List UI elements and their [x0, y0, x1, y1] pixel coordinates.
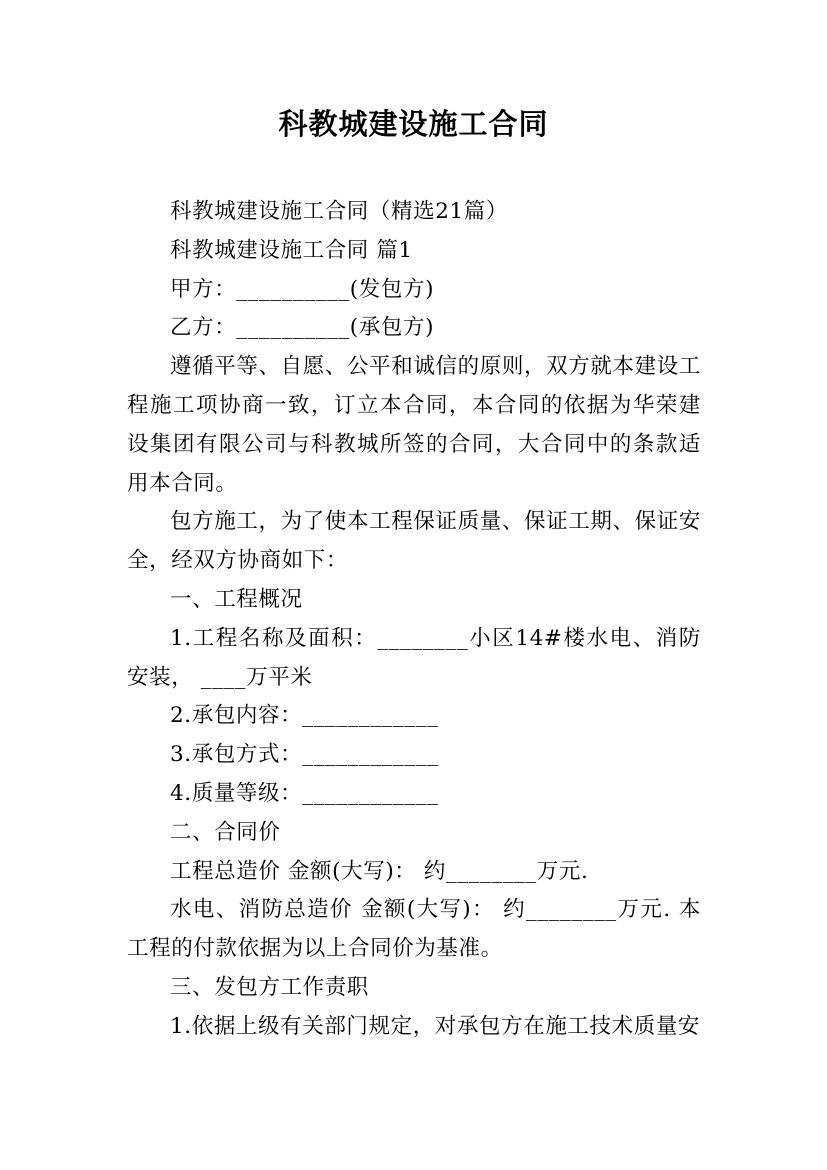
paragraph-purpose: 包方施工，为了使本工程保证质量、保证工期、保证安全，经双方协商如下： — [127, 509, 701, 574]
paragraph-section-heading: 科教城建设施工合同 篇1 — [170, 237, 413, 263]
document-title: 科教城建设施工合同 — [278, 107, 549, 141]
heading-contract-price: 二、合同价 — [170, 819, 281, 845]
item-employer-duty-1: 1.依据上级有关部门规定，对承包方在施工技术质量安 — [170, 1013, 701, 1039]
item-quality-grade: 4.质量等级：____________ — [170, 780, 439, 806]
item-contract-method: 3.承包方式：____________ — [170, 742, 439, 768]
heading-project-overview: 一、工程概况 — [170, 586, 303, 612]
paragraph-party-a: 甲方：__________(发包方) — [170, 276, 435, 302]
item-total-cost: 工程总造价 金额(大写)： 约________万元. — [170, 858, 589, 884]
paragraph-party-b: 乙方：__________(承包方) — [170, 315, 435, 341]
paragraph-principles: 遵循平等、自愿、公平和诚信的原则，双方就本建设工程施工项协商一致，订立本合同，本合同的依据为华荣建设集团有限公司与科教城所签的合同，大合同中的条款适用本合同。 — [127, 354, 701, 496]
document-body — [127, 193, 701, 1047]
paragraph-subtitle: 科教城建设施工合同（精选21篇） — [170, 199, 508, 224]
heading-employer-duties: 三、发包方工作责职 — [170, 974, 369, 1000]
item-plumbing-fire-cost: 水电、消防总造价 金额(大写)： 约________万元. 本工程的付款依据为以上合同价为基准。 — [127, 897, 701, 962]
item-project-name-area: 1.工程名称及面积：________小区14#楼水电、消防安装， ____万平米 — [127, 625, 701, 690]
item-contract-content: 2.承包内容：____________ — [170, 703, 439, 729]
